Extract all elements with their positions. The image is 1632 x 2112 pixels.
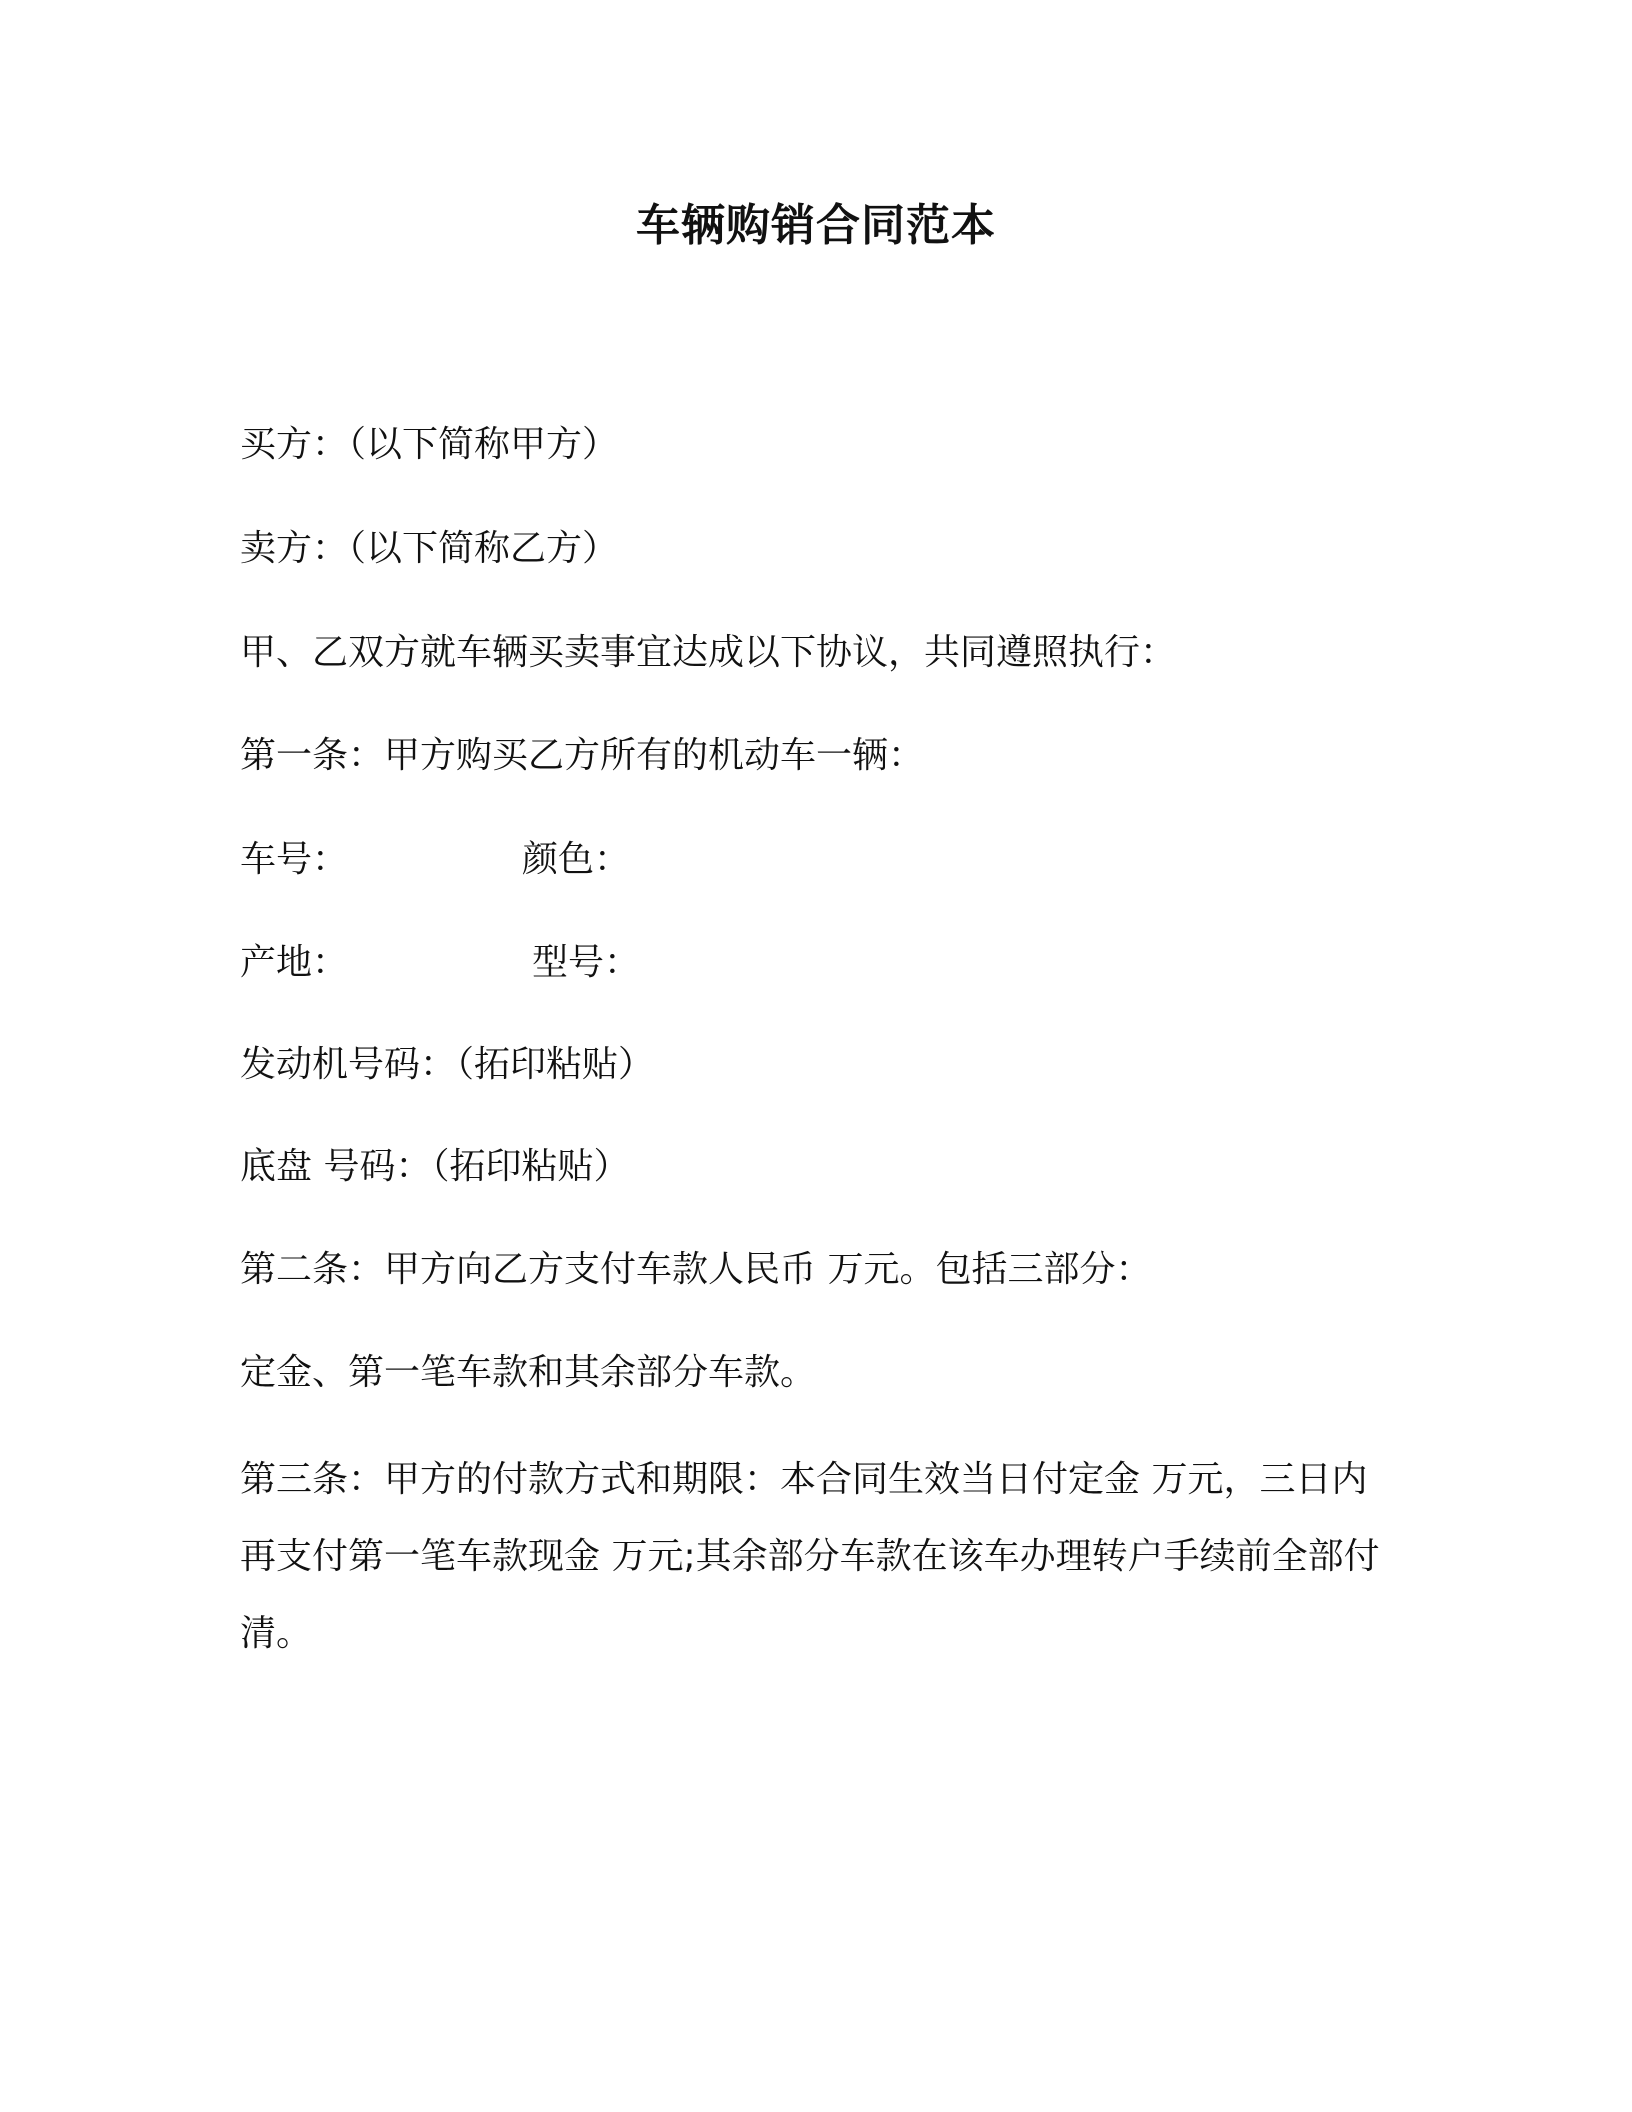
chassis-number-line: 底盘 号码：（拓印粘贴）	[240, 1146, 630, 1187]
origin-label: 产地：	[240, 942, 349, 983]
intro-line: 甲、乙双方就车辆买卖事宜达成以下协议，共同遵照执行：	[240, 632, 1177, 673]
article-2-continued: 定金、第一笔车款和其余部分车款。	[240, 1352, 817, 1393]
article-2: 第二条：甲方向乙方支付车款人民币 万元。包括三部分：	[240, 1249, 1152, 1290]
article-1: 第一条：甲方购买乙方所有的机动车一辆：	[240, 735, 925, 776]
document-title: 车辆购销合同范本	[636, 200, 996, 251]
plate-label: 车号：	[240, 839, 349, 880]
buyer-line: 买方：（以下简称甲方）	[240, 424, 619, 465]
engine-number-line: 发动机号码：（拓印粘贴）	[240, 1044, 655, 1085]
model-label: 型号：	[532, 942, 641, 983]
color-label: 颜色：	[522, 839, 631, 880]
seller-line: 卖方：（以下简称乙方）	[240, 528, 619, 569]
article-3: 第三条：甲方的付款方式和期限：本合同生效当日付定金 万元，三日内再支付第一笔车款现金 万元;其余部分车款在该车办理转户手续前全部付清。	[240, 1459, 1380, 1654]
